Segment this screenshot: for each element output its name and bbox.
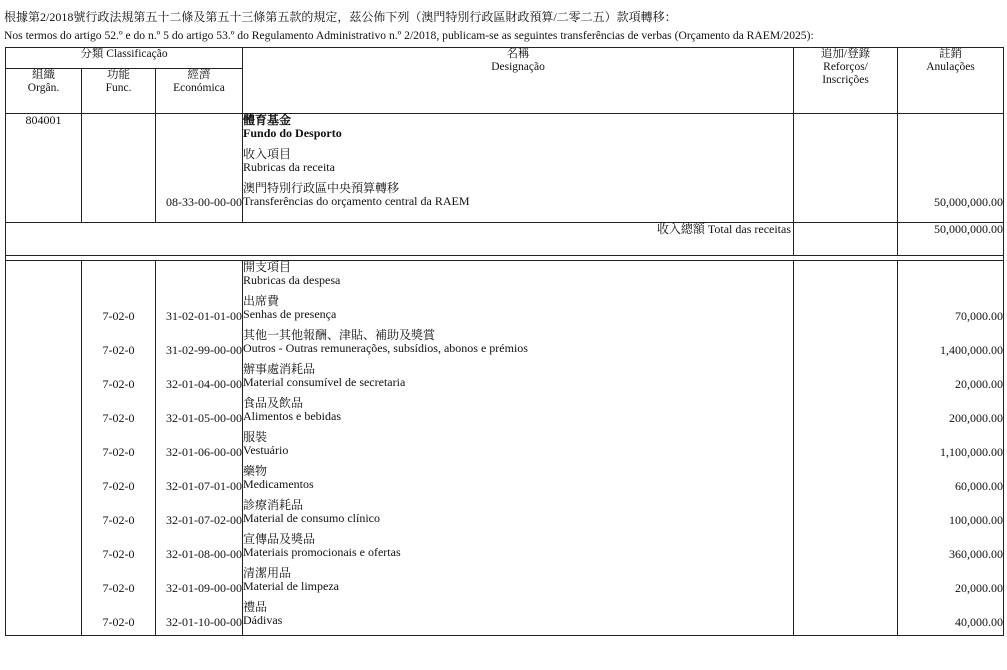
- expense-section-zh: 開支項目: [243, 260, 292, 274]
- expense-func-code: 7-02-0: [102, 309, 135, 323]
- expense-block: [6, 261, 1004, 636]
- func-header-zh: 功能: [107, 69, 130, 81]
- econ-header: [156, 69, 243, 114]
- expense-item-designation: [243, 601, 793, 635]
- intro-chinese: 根據第2/2018號行政法規第五十二條及第五十三條第五款的規定，茲公佈下列（澳門特別行政區財政預算/二零二五）款項轉移：: [4, 10, 677, 24]
- expense-amount: 20,000.00: [955, 377, 1004, 391]
- expense-item-zh: 診療消耗品: [243, 498, 304, 512]
- revenue-section-zh: 收入項目: [243, 147, 292, 161]
- budget-transfer-table: [5, 47, 1004, 636]
- expense-item-designation: [243, 533, 793, 567]
- fund-name-pt: Fundo do Desporto: [243, 126, 342, 140]
- expense-func-code: 7-02-0: [102, 513, 135, 527]
- revenue-org-code: 804001: [6, 114, 82, 223]
- expense-econ-code: 31-02-99-00-00: [166, 343, 243, 357]
- total-reinforcement-cell: [794, 223, 898, 256]
- expense-org-cell: [6, 261, 82, 636]
- expense-item-pt: Materiais promocionais e ofertas: [243, 545, 401, 559]
- expense-item-designation: [243, 499, 793, 533]
- expense-item-pt: Alimentos e bebidas: [243, 409, 341, 423]
- expense-amount: 40,000.00: [955, 615, 1004, 629]
- revenue-desc-cell: [243, 114, 794, 223]
- expense-amount: 1,400,000.00: [940, 343, 1004, 357]
- expense-econ-cell: [156, 261, 243, 636]
- revenue-econ-cell: [156, 114, 243, 223]
- org-header-pt: Orgân.: [27, 82, 60, 94]
- annulments-header-pt: Anulações: [926, 61, 975, 73]
- expense-func-code: 7-02-0: [102, 343, 135, 357]
- expense-amount: 60,000.00: [955, 479, 1004, 493]
- func-header: [82, 69, 156, 114]
- expense-item-zh: 食品及飲品: [243, 396, 304, 410]
- expense-amount: 20,000.00: [955, 581, 1004, 595]
- expense-item-zh: 其他一其他報酬、津貼、補助及獎賞: [243, 328, 436, 342]
- expense-amount-cell: [898, 261, 1004, 636]
- designation-header: [243, 48, 794, 114]
- annulments-header-zh: 註銷: [939, 48, 963, 60]
- expense-econ-code: 32-01-07-01-00: [166, 479, 243, 493]
- intro-portuguese: Nos termos do artigo 52.º e do n.º 5 do artigo 53.º do Regulamento Administrativo n.º 2/2018, publicam-se as seguintes transferências de verbas (Orçamento da RAEM/2025):: [4, 29, 814, 42]
- expense-amount: 360,000.00: [949, 547, 1004, 561]
- expense-item-designation: [243, 295, 793, 329]
- expense-item-pt: Dádivas: [243, 613, 283, 627]
- econ-header-zh: 經濟: [187, 69, 211, 81]
- expense-item-designation: [243, 567, 793, 601]
- classification-header: 分類 Classificação: [6, 48, 243, 69]
- expense-item-pt: Material de limpeza: [243, 579, 339, 593]
- reinforcements-header-pt1: Reforços/: [823, 61, 868, 73]
- expense-econ-code: 32-01-09-00-00: [166, 581, 243, 595]
- expense-item-zh: 禮品: [243, 600, 268, 614]
- expense-func-code: 7-02-0: [102, 581, 135, 595]
- expense-econ-code: 32-01-07-02-00: [166, 513, 243, 527]
- expense-econ-code: 32-01-04-00-00: [166, 377, 243, 391]
- org-header: [6, 69, 82, 114]
- total-revenue-label: 收入總額 Total das receitas: [6, 223, 794, 256]
- expense-item-zh: 藥物: [243, 464, 268, 478]
- expense-econ-code: 32-01-05-00-00: [166, 411, 243, 425]
- revenue-item-pt: Transferências do orçamento central da RAEM: [243, 194, 470, 208]
- func-header-pt: Func.: [105, 82, 132, 94]
- reinforcements-header-zh: 追加/登錄: [820, 48, 871, 60]
- expense-func-code: 7-02-0: [102, 615, 135, 629]
- expense-reinforcement-cell: [794, 261, 898, 636]
- expense-item-zh: 清潔用品: [243, 566, 292, 580]
- expense-item-designation: [243, 363, 793, 397]
- revenue-item-zh: 澳門特別行政區中央預算轉移: [243, 181, 400, 195]
- revenue-section-pt: Rubricas da receita: [243, 160, 335, 174]
- expense-item-pt: Material de consumo clínico: [243, 511, 380, 525]
- expense-item-zh: 宣傳品及獎品: [243, 532, 316, 546]
- expense-func-code: 7-02-0: [102, 377, 135, 391]
- revenue-econ-code: 08-33-00-00-00: [166, 195, 243, 209]
- expense-func-code: 7-02-0: [102, 445, 135, 459]
- expense-amount: 70,000.00: [955, 309, 1004, 323]
- expense-econ-code: 32-01-08-00-00: [166, 547, 243, 561]
- expense-func-code: 7-02-0: [102, 479, 135, 493]
- designation-header-zh: 名稱: [506, 48, 530, 60]
- expense-item-pt: Vestuário: [243, 443, 289, 457]
- fund-name-zh: 體育基金: [243, 113, 292, 127]
- org-header-zh: 組織: [32, 69, 55, 81]
- expense-section-pt: Rubricas da despesa: [243, 273, 341, 287]
- expense-func-code: 7-02-0: [102, 411, 135, 425]
- revenue-amount-cell: [898, 114, 1004, 223]
- expense-item-designation: [243, 329, 793, 363]
- expense-econ-code: 32-01-10-00-00: [166, 615, 243, 629]
- expense-amount: 1,100,000.00: [940, 445, 1004, 459]
- expense-func-code: 7-02-0: [102, 547, 135, 561]
- expense-item-designation: [243, 397, 793, 431]
- expense-item-zh: 辦事處消耗品: [243, 362, 316, 376]
- total-revenue-row: [6, 223, 1004, 256]
- expense-item-pt: Outros - Outras remunerações, subsídios, abonos e prémios: [243, 341, 528, 355]
- expense-item-pt: Senhas de presença: [243, 307, 337, 321]
- expense-amount: 100,000.00: [949, 513, 1004, 527]
- expense-econ-code: 31-02-01-01-00: [166, 309, 243, 323]
- total-revenue-amount: 50,000,000.00: [898, 223, 1004, 256]
- expense-item-pt: Material consumível de secretaria: [243, 375, 406, 389]
- revenue-row: [6, 114, 1004, 223]
- expense-amount: 200,000.00: [949, 411, 1004, 425]
- reinforcements-header-pt2: Inscrições: [822, 74, 869, 86]
- expense-item-zh: 服裝: [243, 430, 268, 444]
- expense-item-pt: Medicamentos: [243, 477, 314, 491]
- expense-func-cell: [82, 261, 156, 636]
- designation-header-pt: Designação: [491, 61, 545, 73]
- revenue-amount: 50,000,000.00: [934, 195, 1004, 209]
- revenue-reinforcement-cell: [794, 114, 898, 223]
- reinforcements-header: [794, 48, 898, 114]
- expense-item-designation: [243, 465, 793, 499]
- expense-item-designation: [243, 431, 793, 465]
- revenue-func-cell: [82, 114, 156, 223]
- expense-econ-code: 32-01-06-00-00: [166, 445, 243, 459]
- expense-desc-cell: [243, 261, 794, 636]
- expense-item-zh: 出席費: [243, 294, 280, 308]
- annulments-header: [898, 48, 1004, 114]
- econ-header-pt: Económica: [173, 82, 225, 94]
